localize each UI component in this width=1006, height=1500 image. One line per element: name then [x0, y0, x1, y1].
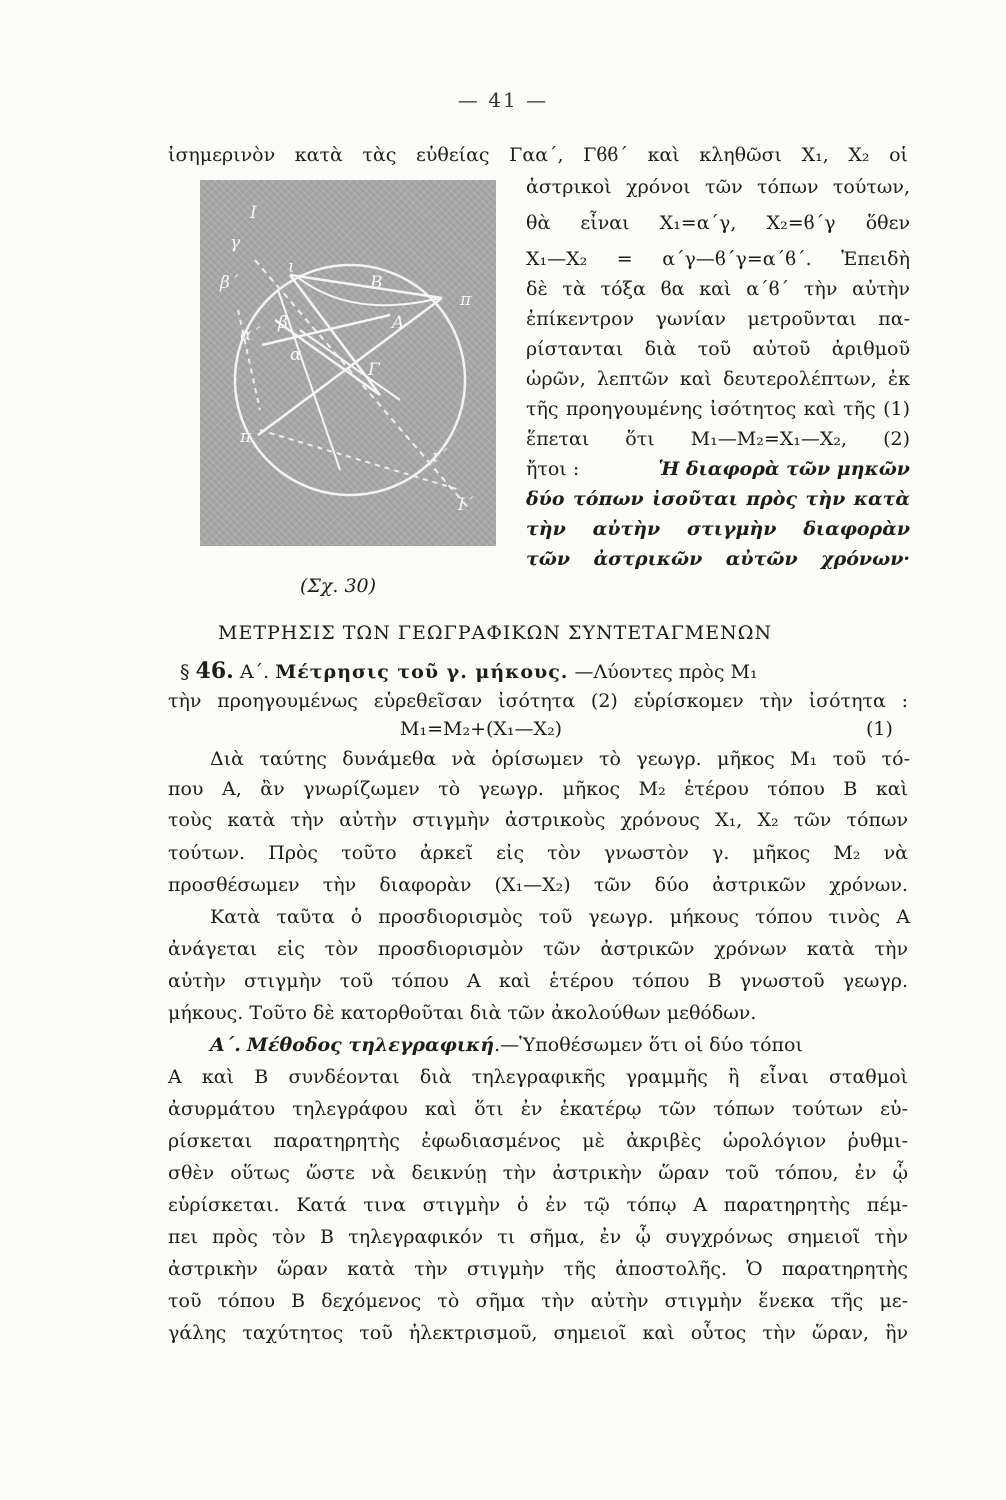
method-heading: [210, 1030, 803, 1060]
body-line-text: πει πρὸς τὸν B τηλεγραφικόν τι σῆμα, ἐν ᾧ συγχρόνως σημειοῖ τὴν: [168, 1226, 908, 1248]
figure-diagram: [200, 180, 496, 546]
body-line-text: σθὲν οὕτως ὥστε νὰ δεικνύῃ τὴν ἀστρικὴν ὥραν τοῦ τόπου, ἐν ᾧ: [168, 1162, 908, 1184]
body-line: [168, 1286, 908, 1316]
label-I-prime: I΄: [458, 495, 474, 515]
method-title: Μέθοδος τηλεγραφική: [246, 1034, 495, 1056]
section-heading: ΜΕΤΡΗΣΙΣ ΤΩΝ ΓΕΩΓΡΑΦΙΚΩΝ ΣΥΝΤΕΤΑΓΜΕΝΩΝ: [218, 622, 773, 644]
body-line: [168, 1254, 908, 1284]
paragraph-number: 46.: [195, 658, 234, 684]
top-line-text: ἰσημερινὸν κατὰ τὰς εὐθείας Γαα΄, Γϐϐ΄ καὶ κληθῶσι X₁, X₂ οἱ: [168, 144, 908, 166]
right-line: ἕπεται ὅτι M₁—M₂=X₁—X₂, (2): [526, 428, 910, 450]
italic-prefix: ἤτοι :: [526, 458, 580, 480]
body-line-text: εὑρίσκεται. Κατά τινα στιγμὴν ὁ ἐν τῷ τόπῳ A παρατηρητὴς πέμ-: [168, 1194, 908, 1216]
right-line: ὡρῶν, λεπτῶν καὶ δευτερολέπτων, ἐκ: [526, 368, 910, 390]
equation: M₁=M₂+(X₁—X₂): [400, 718, 563, 740]
body-line-text: αὐτὴν στιγμὴν τοῦ τόπου A καὶ ἑτέρου τόπου B γνωστοῦ γεωγρ.: [168, 970, 908, 992]
body-line: [168, 774, 908, 804]
body-line: [210, 902, 910, 932]
celestial-sphere-figure: [200, 180, 496, 546]
label-beta-prime: β΄: [220, 273, 239, 293]
body-line-text: προσθέσωμεν τὴν διαφορὰν (X₁—X₂) τῶν δύο ἀστρικῶν χρόνων.: [168, 874, 908, 896]
body-line: [168, 966, 908, 996]
paragraph-title-rest: —Λύοντες πρὸς M₁: [574, 661, 758, 683]
label-gamma: γ: [230, 233, 241, 253]
body-line: [168, 1158, 908, 1188]
body-line: [168, 1222, 908, 1252]
top-line: [168, 140, 908, 170]
body-line-text: τούτων. Πρὸς τοῦτο ἀρκεῖ εἰς τὸν γνωστὸν γ. μῆκος M₂ νὰ: [168, 842, 908, 864]
part-label: Α΄.: [239, 661, 270, 683]
body-line: [168, 1318, 908, 1348]
italic-line-4: τῶν ἀστρικῶν αὐτῶν χρόνων·: [526, 548, 910, 570]
body-line: [168, 870, 908, 900]
method-rest: .—Ὑποθέσωμεν ὅτι οἱ δύο τόποι: [494, 1034, 803, 1056]
right-line: ἐπίκεντρον γωνίαν μετροῦνται πα-: [526, 308, 910, 330]
right-line: θὰ εἶναι X₁=α΄γ, X₂=ϐ΄γ ὅθεν: [526, 212, 910, 234]
italic-line-2: δύο τόπων ἰσοῦται πρὸς τὴν κατὰ: [526, 488, 910, 510]
right-line: ρίστανται διὰ τοῦ αὐτοῦ ἀριθμοῦ: [526, 338, 910, 360]
right-line: τῆς προηγουμένης ἰσότητος καὶ τῆς (1): [526, 398, 910, 420]
body-line: [168, 998, 756, 1028]
label-alpha: α: [290, 345, 302, 365]
label-iota: ι: [288, 257, 295, 277]
body-line-text: ἀσυρμάτου τηλεγράφου καὶ ὅτι ἐν ἑκατέρῳ τῶν τόπων τούτων εὑ-: [168, 1098, 908, 1120]
right-line: X₁—X₂ = α΄γ—ϐ΄γ=α΄ϐ΄. Ἐπειδὴ: [526, 248, 910, 270]
paragraph-46-heading: [180, 656, 758, 687]
body-line: [168, 1062, 908, 1092]
label-I: I: [250, 203, 257, 223]
dashed-lower: [260, 430, 460, 490]
italic-line-1: [526, 454, 910, 484]
body-line: [168, 1126, 908, 1156]
body-line-text: που A, ἂν γνωρίζωμεν τὸ γεωγρ. μῆκος M₂ ἑτέρου τόπου B καὶ: [168, 778, 908, 800]
right-line: ἀστρικοὶ χρόνοι τῶν τόπων τούτων,: [526, 176, 910, 198]
body-line-text: Κατὰ ταῦτα ὁ προσδιορισμὸς τοῦ γεωγρ. μήκους τόπου τινὸς A: [210, 906, 910, 928]
body-line: [168, 934, 908, 964]
equation-number: (1): [866, 718, 893, 740]
label-beta: β: [278, 313, 288, 333]
body-line-text: Διὰ ταύτης δυνάμεθα νὰ ὁρίσωμεν τὸ γεωγρ. μῆκος M₁ τοῦ τό-: [210, 748, 910, 770]
method-label: Α΄.: [210, 1034, 241, 1056]
right-column: [526, 172, 910, 574]
page-number: — 41 —: [457, 88, 549, 112]
body-line: [168, 686, 908, 716]
label-Gamma: Γ: [368, 360, 380, 380]
body-line-text: ἀνάγεται εἰς τὸν προσδιορισμὸν τῶν ἀστρικῶν χρόνων κατὰ τὴν: [168, 938, 908, 960]
body-line: [168, 1190, 908, 1220]
body-line-text: τὴν προηγουμένως εὑρεθεῖσαν ἰσότητα (2) εὑρίσκομεν τὴν ἰσότητα :: [168, 690, 908, 712]
body-line: [168, 838, 908, 868]
label-alpha-prime: α΄: [240, 325, 260, 345]
label-pi-right: π: [460, 290, 472, 310]
label-A: A: [392, 313, 405, 333]
label-B: B: [370, 273, 383, 293]
figure-caption: (Σχ. 30): [300, 575, 377, 597]
body-line-text: ρίσκεται παρατηρητὴς ἐφωδιασμένος μὲ ἀκριβὲς ὡρολόγιον ῥυθμι-: [168, 1130, 908, 1152]
body-line: [168, 805, 908, 835]
section-symbol: §: [180, 661, 190, 683]
body-line-text: ἀστρικὴν ὥραν κατὰ τὴν στιγμὴν τῆς ἀποστολῆς. Ὁ παρατηρητὴς: [168, 1258, 908, 1280]
body-line-text: τοὺς κατὰ τὴν αὐτὴν στιγμὴν ἀστρικοὺς χρόνους X₁, X₂ τῶν τόπων: [168, 809, 908, 831]
italic-statement-1: Ἡ διαφορὰ τῶν μηκῶν: [658, 458, 910, 480]
label-iota-prime: ι΄: [432, 447, 448, 467]
body-line: [210, 744, 910, 774]
body-line-text: τοῦ τόπου B δεχόμενος τὸ σῆμα τὴν αὐτὴν στιγμὴν ἕνεκα τῆς με-: [168, 1290, 908, 1312]
body-line-text: γάλης ταχύτητος τοῦ ἠλεκτρισμοῦ, σημειοῖ καὶ οὗτος τὴν ὥραν, ἣν: [168, 1322, 908, 1344]
body-line-text: A καὶ B συνδέονται διὰ τηλεγραφικῆς γραμμῆς ἢ εἶναι σταθμοὶ: [168, 1066, 908, 1088]
right-line: δὲ τὰ τόξα ϐα καὶ α΄ϐ΄ τὴν αὐτὴν: [526, 278, 910, 300]
paragraph-title: Μέτρησις τοῦ γ. μήκους.: [275, 661, 569, 683]
label-pi-left: π: [240, 427, 252, 447]
body-line: [168, 1094, 908, 1124]
body-line-text: μήκους. Τοῦτο δὲ κατορθοῦται διὰ τῶν ἀκολούθων μεθόδων.: [168, 1002, 757, 1024]
italic-line-3: τὴν αὐτὴν στιγμὴν διαφορὰν: [526, 518, 910, 540]
